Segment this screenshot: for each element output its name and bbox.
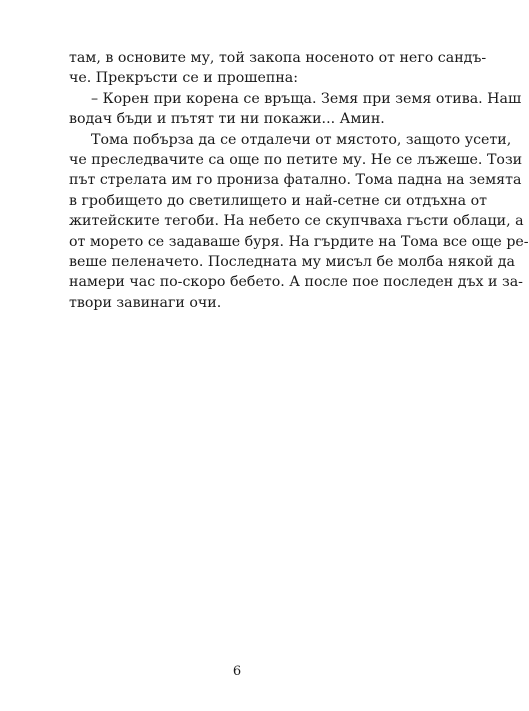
text-line: че преследвачите са още по петите му. Не се лъжеше. Този: [69, 152, 523, 169]
paragraph-3: [69, 130, 529, 314]
paragraph-1: [69, 48, 487, 89]
text-line: житейските тегоби. На небето се скупчваха гъсти облаци, а: [69, 213, 524, 230]
text-line: водач бъди и пътят ти ни покажи... Амин.: [69, 111, 385, 128]
text-line: Тома побърза да се отдалечи от мястото, защото усети,: [91, 131, 512, 148]
text-line: в гробището до светилището и най-сетне си отдъхна от: [69, 192, 487, 209]
paragraph-2: [69, 89, 522, 130]
text-line: път стрелата им го прониза фатално. Тома падна на земята: [69, 172, 522, 189]
page-number: 6: [232, 664, 242, 679]
text-line: веше пеленачето. Последната му мисъл бе молба някой да: [69, 254, 515, 271]
text-line: от морето се задаваше буря. На гърдите на Тома все още ре-: [69, 233, 529, 250]
text-line: твори завинаги очи.: [69, 294, 222, 311]
text-line: там, в основите му, той закопа носеното от него сандъ-: [69, 50, 487, 66]
page-text: [69, 48, 529, 313]
text-line: намери час по-скоро бебето. А после пое последен дъх и за-: [69, 274, 523, 291]
text-line: че. Прекръсти се и прошепна:: [69, 70, 299, 87]
text-line: – Корен при корена се връща. Земя при земя отива. Наш: [91, 90, 522, 107]
